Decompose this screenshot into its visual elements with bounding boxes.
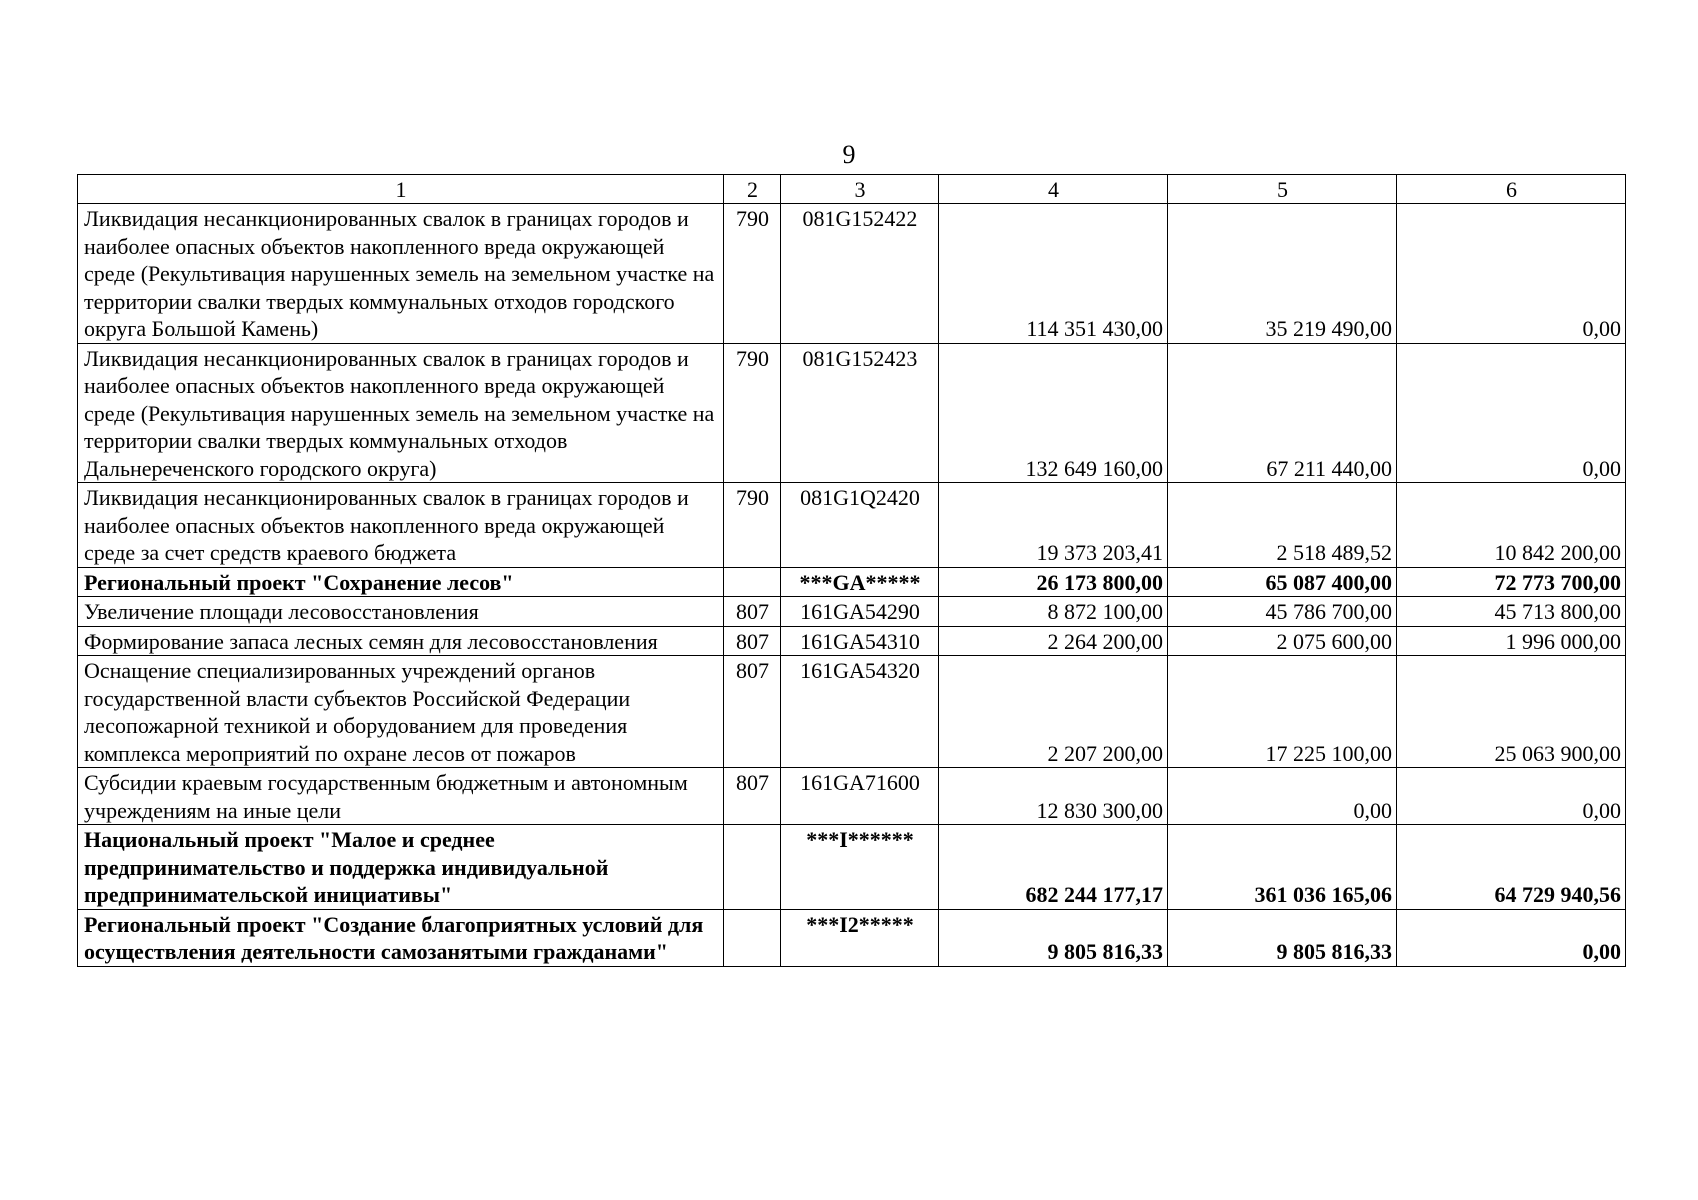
- target-article-code: 161GA54290: [781, 597, 939, 627]
- header-cell: 3: [781, 175, 939, 204]
- header-cell: 1: [78, 175, 724, 204]
- target-article-code: 161GA71600: [781, 768, 939, 825]
- ministry-code: [724, 825, 781, 910]
- table-row-bold: [78, 825, 1626, 910]
- ministry-code: 790: [724, 483, 781, 568]
- header-cell: 5: [1168, 175, 1397, 204]
- table-row-bold: [78, 567, 1626, 597]
- table-row: [78, 343, 1626, 483]
- table-row: [78, 626, 1626, 656]
- amount-col-4: 682 244 177,17: [939, 825, 1168, 910]
- item-name: Ликвидация несанкционированных свалок в границах городов и наиболее опасных объектов накопленного вреда окружающей среде за счет средств краевого бюджета: [78, 483, 724, 568]
- ministry-code: 807: [724, 656, 781, 768]
- target-article-code: 161GA54320: [781, 656, 939, 768]
- ministry-code: 807: [724, 626, 781, 656]
- amount-col-6: 72 773 700,00: [1397, 567, 1626, 597]
- item-name: Увеличение площади лесовосстановления: [78, 597, 724, 627]
- amount-col-6: 0,00: [1397, 204, 1626, 344]
- ministry-code: [724, 567, 781, 597]
- table-row: [78, 204, 1626, 344]
- amount-col-4: 12 830 300,00: [939, 768, 1168, 825]
- ministry-code: 807: [724, 597, 781, 627]
- amount-col-5: 0,00: [1168, 768, 1397, 825]
- page-number: 9: [842, 140, 856, 169]
- amount-col-4: 26 173 800,00: [939, 567, 1168, 597]
- amount-col-5: 65 087 400,00: [1168, 567, 1397, 597]
- amount-col-6: 0,00: [1397, 909, 1626, 966]
- item-name: Региональный проект "Сохранение лесов": [78, 567, 724, 597]
- header-cell: 6: [1397, 175, 1626, 204]
- amount-col-4: 2 264 200,00: [939, 626, 1168, 656]
- target-article-code: 081G152423: [781, 343, 939, 483]
- budget-table: [77, 174, 1626, 967]
- amount-col-5: 361 036 165,06: [1168, 825, 1397, 910]
- table-row: [78, 597, 1626, 627]
- target-article-code: 081G152422: [781, 204, 939, 344]
- amount-col-6: 1 996 000,00: [1397, 626, 1626, 656]
- item-name: Ликвидация несанкционированных свалок в границах городов и наиболее опасных объектов накопленного вреда окружающей среде (Рекультивация нарушенных земель на земельном участке на территории свалки твердых коммунальных отходов городского округа Большой Камень): [78, 204, 724, 344]
- table-row-bold: [78, 909, 1626, 966]
- target-article-code: 161GA54310: [781, 626, 939, 656]
- ministry-code: 790: [724, 204, 781, 344]
- amount-col-5: 9 805 816,33: [1168, 909, 1397, 966]
- item-name: Формирование запаса лесных семян для лесовосстановления: [78, 626, 724, 656]
- target-article-code: ***GA*****: [781, 567, 939, 597]
- amount-col-4: 19 373 203,41: [939, 483, 1168, 568]
- amount-col-5: 67 211 440,00: [1168, 343, 1397, 483]
- amount-col-4: 132 649 160,00: [939, 343, 1168, 483]
- target-article-code: 081G1Q2420: [781, 483, 939, 568]
- amount-col-6: 64 729 940,56: [1397, 825, 1626, 910]
- amount-col-6: 0,00: [1397, 768, 1626, 825]
- amount-col-5: 2 075 600,00: [1168, 626, 1397, 656]
- target-article-code: ***I2*****: [781, 909, 939, 966]
- item-name: Национальный проект "Малое и среднее предпринимательство и поддержка индивидуальной предпринимательской инициативы": [78, 825, 724, 910]
- header-cell: 2: [724, 175, 781, 204]
- ministry-code: 790: [724, 343, 781, 483]
- table-header-row: [78, 175, 1626, 204]
- amount-col-4: 8 872 100,00: [939, 597, 1168, 627]
- item-name: Субсидии краевым государственным бюджетным и автономным учреждениям на иные цели: [78, 768, 724, 825]
- item-name: Региональный проект "Создание благоприятных условий для осуществления деятельности самозанятыми гражданами": [78, 909, 724, 966]
- amount-col-4: 2 207 200,00: [939, 656, 1168, 768]
- ministry-code: 807: [724, 768, 781, 825]
- ministry-code: [724, 909, 781, 966]
- amount-col-6: 0,00: [1397, 343, 1626, 483]
- table-row: [78, 656, 1626, 768]
- amount-col-6: 10 842 200,00: [1397, 483, 1626, 568]
- amount-col-4: 9 805 816,33: [939, 909, 1168, 966]
- target-article-code: ***I******: [781, 825, 939, 910]
- amount-col-6: 45 713 800,00: [1397, 597, 1626, 627]
- amount-col-5: 17 225 100,00: [1168, 656, 1397, 768]
- amount-col-5: 45 786 700,00: [1168, 597, 1397, 627]
- item-name: Оснащение специализированных учреждений органов государственной власти субъектов Российской Федерации лесопожарной техникой и оборудованием для проведения комплекса мероприятий по охране лесов от пожаров: [78, 656, 724, 768]
- table-row: [78, 483, 1626, 568]
- header-cell: 4: [939, 175, 1168, 204]
- amount-col-5: 35 219 490,00: [1168, 204, 1397, 344]
- amount-col-4: 114 351 430,00: [939, 204, 1168, 344]
- item-name: Ликвидация несанкционированных свалок в границах городов и наиболее опасных объектов накопленного вреда окружающей среде (Рекультивация нарушенных земель на земельном участке на территории свалки твердых коммунальных отходов Дальнереченского городского округа): [78, 343, 724, 483]
- table-row: [78, 768, 1626, 825]
- amount-col-5: 2 518 489,52: [1168, 483, 1397, 568]
- amount-col-6: 25 063 900,00: [1397, 656, 1626, 768]
